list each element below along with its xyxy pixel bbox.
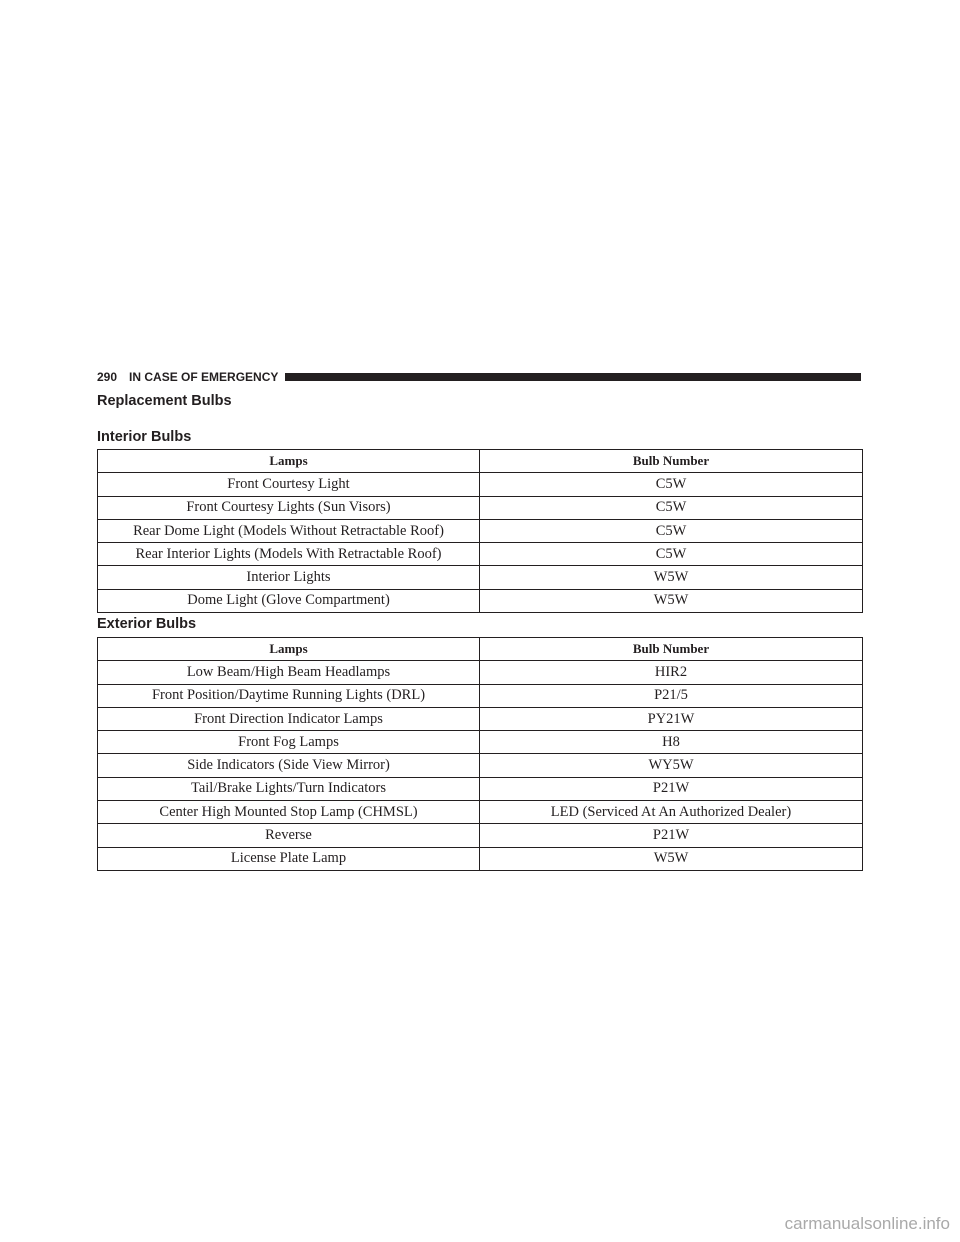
table-row [98,707,863,730]
bulb-number-cell: HIR2 [480,661,863,684]
column-header-bulb-number: Bulb Number [480,638,863,661]
table-row [98,777,863,800]
lamp-cell: License Plate Lamp [98,847,480,870]
lamp-cell: Interior Lights [98,566,480,589]
lamp-cell: Dome Light (Glove Compartment) [98,589,480,612]
table-row [98,754,863,777]
bulb-number-cell: C5W [480,473,863,496]
bulb-number-cell: W5W [480,566,863,589]
exterior-bulbs-table [97,637,863,871]
table-row [98,566,863,589]
lamp-cell: Reverse [98,824,480,847]
lamp-cell: Front Direction Indicator Lamps [98,707,480,730]
table-row [98,473,863,496]
table-row [98,589,863,612]
lamp-cell: Low Beam/High Beam Headlamps [98,661,480,684]
page-number: 290 [97,370,118,384]
watermark: carmanualsonline.info [784,1214,950,1233]
lamp-cell: Side Indicators (Side View Mirror) [98,754,480,777]
table-row [98,684,863,707]
lamp-cell: Front Courtesy Lights (Sun Visors) [98,496,480,519]
table-row [98,496,863,519]
bulb-number-cell: P21W [480,824,863,847]
header-rule [285,373,861,381]
table-header-row [98,638,863,661]
lamp-cell: Rear Interior Lights (Models With Retractable Roof) [98,543,480,566]
table-header-row [98,450,863,473]
bulb-number-cell: W5W [480,847,863,870]
table-row [98,801,863,824]
lamp-cell: Rear Dome Light (Models Without Retractable Roof) [98,519,480,542]
table-row [98,661,863,684]
column-header-bulb-number: Bulb Number [480,450,863,473]
bulb-number-cell: W5W [480,589,863,612]
bulb-number-cell: LED (Serviced At An Authorized Dealer) [480,801,863,824]
lamp-cell: Front Position/Daytime Running Lights (DRL) [98,684,480,707]
lamp-cell: Tail/Brake Lights/Turn Indicators [98,777,480,800]
bulb-number-cell: P21W [480,777,863,800]
table-row [98,847,863,870]
column-header-lamps: Lamps [98,450,480,473]
page-title: Replacement Bulbs [97,393,232,409]
bulb-number-cell: H8 [480,731,863,754]
table-row [98,519,863,542]
table-row [98,824,863,847]
interior-bulbs-table [97,449,863,613]
bulb-number-cell: C5W [480,543,863,566]
lamp-cell: Front Courtesy Light [98,473,480,496]
section-title: IN CASE OF EMERGENCY [129,370,279,384]
bulb-number-cell: WY5W [480,754,863,777]
table-row [98,731,863,754]
bulb-number-cell: P21/5 [480,684,863,707]
bulb-number-cell: C5W [480,519,863,542]
exterior-bulbs-heading: Exterior Bulbs [97,616,197,632]
lamp-cell: Front Fog Lamps [98,731,480,754]
bulb-number-cell: PY21W [480,707,863,730]
table-row [98,543,863,566]
lamp-cell: Center High Mounted Stop Lamp (CHMSL) [98,801,480,824]
column-header-lamps: Lamps [98,638,480,661]
page-header [97,369,861,385]
interior-bulbs-heading: Interior Bulbs [97,429,192,445]
bulb-number-cell: C5W [480,496,863,519]
